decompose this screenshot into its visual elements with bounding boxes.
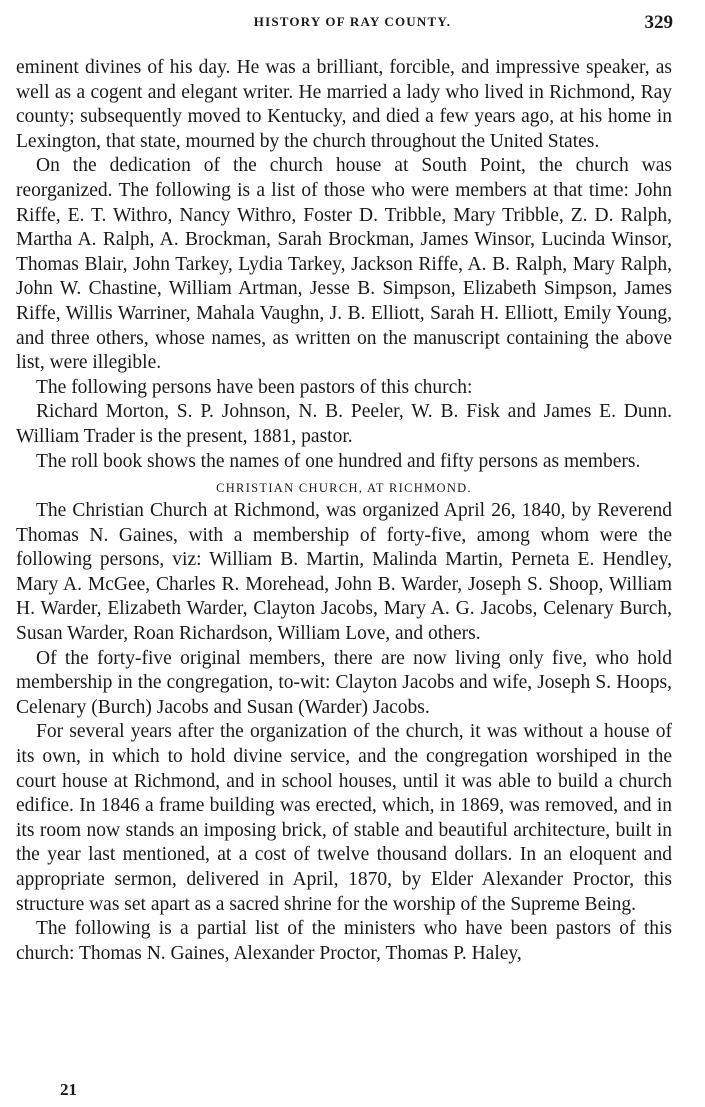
paragraph-pastors-list: Richard Morton, S. P. Johnson, N. B. Peeler, W. B. Fisk and James E. Dunn. William Trader is the present, 1881, pastor. xyxy=(16,401,672,447)
paragraph-organization: The Christian Church at Richmond, was organized April 26, 1840, by Reverend Thomas N. Gaines, with a membership of forty-five, among whom were the following persons, viz: William B. Martin, Malinda Martin, Perneta E. Hendley, Mary A. McGee, Charles R. Morehead, John B. Warder, Joseph S. Shoop, William H. Warder, Elizabeth Warder, Clayton Jacobs, Mary A. G. Jacobs, Celenary Burch, Susan Warder, Roan Richardson, William Love, and others. xyxy=(16,500,672,645)
paragraph-original-members: Of the forty-five original members, there are now living only five, who hold membership in the congregation, to-wit: Clayton Jacobs and wife, Joseph S. Hoops, Celenary (Burch) Jacobs and Susan (Warder) Jacobs. xyxy=(16,647,672,718)
paragraph-church-building: For several years after the organization of the church, it was without a house of its own, in which to hold divine service, and the congregation worshiped in the court house at Richmond, and in school houses, until it was able to build a church edifice. In 1846 a frame building was erected, which, in 1869, was removed, and in its room now stands an imposing brick, of stable and beautiful architecture, built in the year last mentioned, at a cost of twelve thousand dollars. In an eloquent and appropriate sermon, delivered in April, 1870, by Elder Alexander Proctor, this structure was set apart as a sacred shrine for the worship of the Supreme Being. xyxy=(16,721,672,915)
signature-mark: 21 xyxy=(60,1080,77,1099)
paragraph-ministers-list: The following is a partial list of the ministers who have been pastors of this church: Thomas N. Gaines, Alexander Proctor, Thomas P. Haley, xyxy=(16,918,672,964)
paragraph-reorganization: On the dedication of the church house at South Point, the church was reorganized. The following is a list of those who were members at that time: John Riffe, E. T. Withro, Nancy Withro, Foster D. Tribble, Mary Tribble, Z. D. Ralph, Martha A. Ralph, A. Brockman, Sarah Brockman, James Winsor, Lucinda Winsor, Thomas Blair, John Tarkey, Lydia Tarkey, Jackson Riffe, A. B. Ralph, Mary Ralph, John W. Chastine, William Artman, Jesse B. Simpson, Elizabeth Simpson, James Riffe, Willis Warriner, Mahala Vaughn, J. B. Elliott, Sarah H. Elliott, Emily Young, and three others, whose names, as written on the manuscript containing the above list, were illegible. xyxy=(16,155,672,374)
paragraph-continuation: eminent divines of his day. He was a brilliant, forcible, and impressive speaker, as well as a cogent and elegant writer. He married a lady who lived in Richmond, Ray county; subsequently moved to Kentucky, and died a few years ago, at his home in Lexington, that state, mourned by the church throughout the United States. xyxy=(16,57,672,152)
section-heading: CHRISTIAN CHURCH, AT RICHMOND. xyxy=(216,481,472,496)
running-head xyxy=(0,12,705,36)
body-text xyxy=(16,56,672,966)
paragraph-pastors-intro: The following persons have been pastors of this church: xyxy=(36,376,473,398)
paragraph-roll-book: The roll book shows the names of one hundred and fifty persons as members. xyxy=(36,450,641,472)
page-number: 329 xyxy=(644,12,673,33)
running-title: HISTORY OF RAY COUNTY. xyxy=(253,14,452,29)
